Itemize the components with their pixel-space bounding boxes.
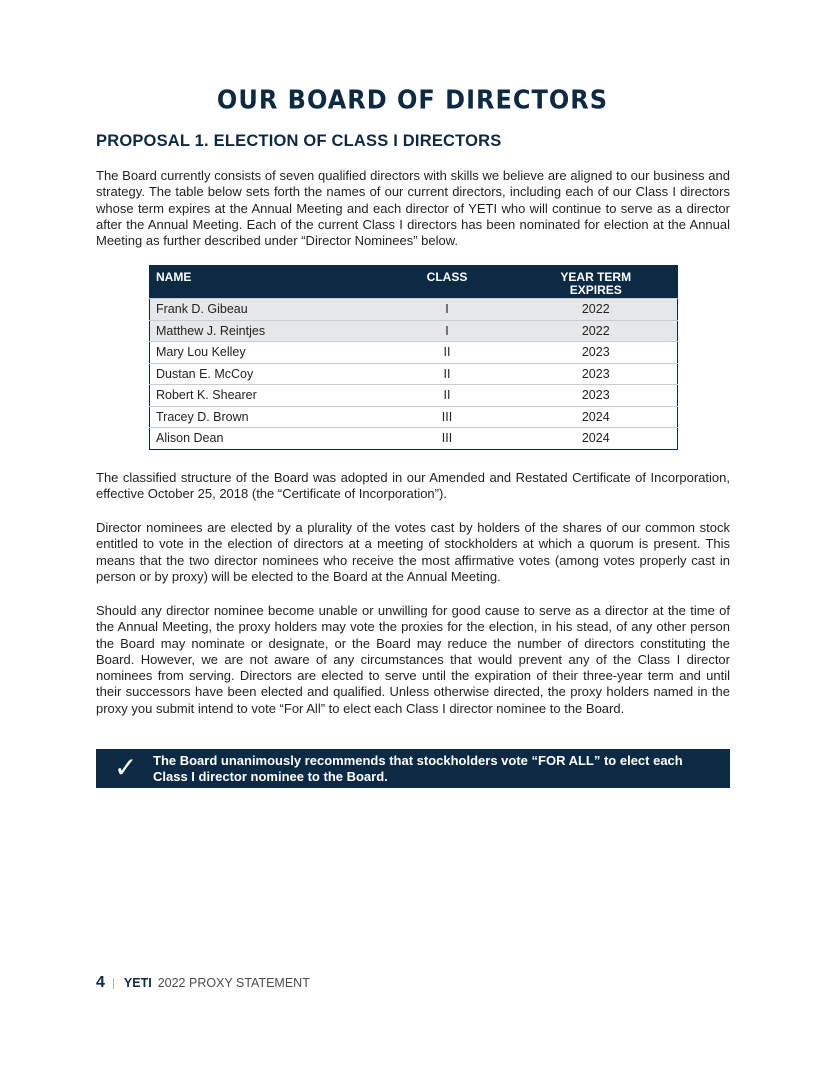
director-name: Alison Dean xyxy=(150,428,380,450)
director-class: II xyxy=(380,342,515,364)
recommendation-line-2: Class I director nominee to the Board. xyxy=(153,768,388,784)
director-term-year: 2024 xyxy=(515,428,678,450)
intro-paragraph: The Board currently consists of seven qualified directors with skills we believe are aligned to our business and strategy. The table below sets forth the names of our current directors, including each of our Class I directors whose term expires at the Annual Meeting and each director of YETI who will continue to serve as a director after the Annual Meeting. Each of the current Class I directors has been nominated for election at the Annual Meeting as further described under “Director Nominees” below. xyxy=(96,168,730,249)
recommendation-callout xyxy=(96,749,730,788)
page-number: 4 xyxy=(96,974,105,991)
table-row xyxy=(150,406,678,428)
table-row xyxy=(150,342,678,364)
director-class: I xyxy=(380,299,515,321)
header-year-term-expires xyxy=(515,266,678,299)
table-row xyxy=(150,363,678,385)
header-class: CLASS xyxy=(380,266,515,299)
footer-divider xyxy=(113,978,114,989)
page-footer xyxy=(96,974,310,992)
director-term-year: 2023 xyxy=(515,363,678,385)
table-header-row xyxy=(150,266,678,299)
director-class: II xyxy=(380,385,515,407)
director-class: III xyxy=(380,406,515,428)
director-term-year: 2023 xyxy=(515,385,678,407)
director-name: Robert K. Shearer xyxy=(150,385,380,407)
table-row xyxy=(150,320,678,342)
header-year-line2: EXPIRES xyxy=(569,283,622,297)
director-name: Dustan E. McCoy xyxy=(150,363,380,385)
plurality-paragraph: Director nominees are elected by a plurality of the votes cast by holders of the shares of our common stock entitled to vote in the election of directors at a meeting of stockholders at which a quorum is present. This means that the two director nominees who receive the most affirmative votes (among votes properly cast in person or by proxy) will be elected to the Board at the Annual Meeting. xyxy=(96,520,730,584)
footer-document-title: 2022 PROXY STATEMENT xyxy=(157,976,310,990)
directors-table xyxy=(149,265,678,450)
director-term-year: 2023 xyxy=(515,342,678,364)
table-row xyxy=(150,428,678,450)
checkmark-icon: ✓ xyxy=(114,751,138,784)
director-class: I xyxy=(380,320,515,342)
page-title: OUR BOARD OF DIRECTORS xyxy=(216,84,609,116)
table-row xyxy=(150,385,678,407)
table-row xyxy=(150,299,678,321)
director-name: Mary Lou Kelley xyxy=(150,342,380,364)
recommendation-line-1: The Board unanimously recommends that stockholders vote “FOR ALL” to elect each xyxy=(153,753,683,768)
footer-brand: YETI xyxy=(123,976,152,990)
classified-structure-paragraph: The classified structure of the Board was adopted in our Amended and Restated Certificate of Incorporation, effective October 25, 2018 (the “Certificate of Incorporation”). xyxy=(96,470,730,502)
director-name: Matthew J. Reintjes xyxy=(150,320,380,342)
director-term-year: 2022 xyxy=(515,299,678,321)
director-class: III xyxy=(380,428,515,450)
director-term-year: 2024 xyxy=(515,406,678,428)
nominee-unable-paragraph: Should any director nominee become unable or unwilling for good cause to serve as a director at the time of the Annual Meeting, the proxy holders may vote the proxies for the election, in his stead, of any other person the Board may nominate or designate, or the Board may reduce the number of directors constituting the Board. However, we are not aware of any circumstances that would prevent any of the Class I director nominees from serving. Directors are elected to serve until the expiration of their three-year term and until their successors have been elected and qualified. Unless otherwise directed, the proxy holders named in the proxy you submit intend to vote “For All” to elect each Class I director nominee to the Board. xyxy=(96,603,730,716)
director-name: Tracey D. Brown xyxy=(150,406,380,428)
director-term-year: 2022 xyxy=(515,320,678,342)
director-class: II xyxy=(380,363,515,385)
header-year-line1: YEAR TERM xyxy=(560,270,632,284)
recommendation-text xyxy=(153,753,723,784)
director-name: Frank D. Gibeau xyxy=(150,299,380,321)
proposal-heading: PROPOSAL 1. ELECTION OF CLASS I DIRECTORS xyxy=(96,132,502,150)
header-name: NAME xyxy=(150,266,380,299)
